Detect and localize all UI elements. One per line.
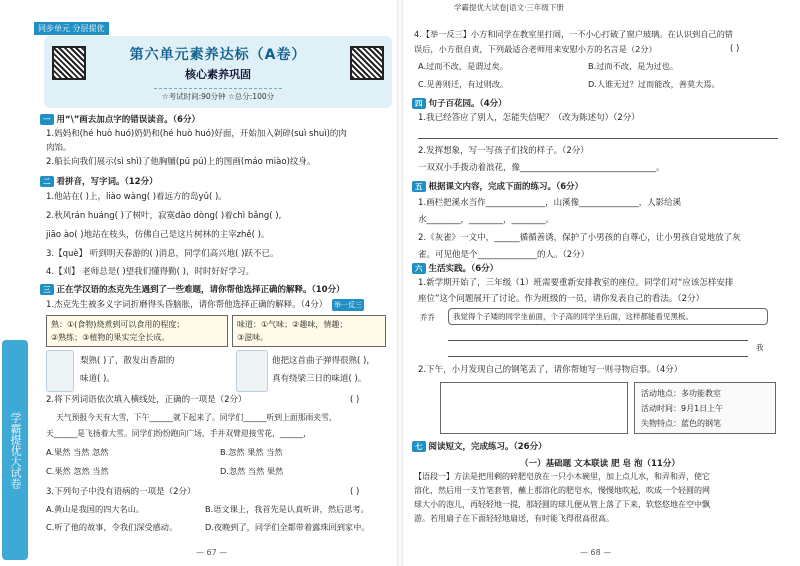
question-line: 天______是飞扬着大雪。同学们纷纷跑向广场，手并双臂迎接雪花，______， [46, 429, 312, 438]
section-heading [412, 180, 583, 192]
info-line: 活动时间：9月1日上午 [641, 404, 724, 413]
section-number: 三 [40, 284, 54, 295]
option-c[interactable]: C.见善则迁，有过则改。 [418, 79, 509, 89]
question-line: 1.我已经答应了别人，怎能失信呢？（改为陈述句）（2分） [418, 113, 640, 123]
section-title: 看拼音，写字词。（12分） [56, 177, 158, 187]
section-number: 四 [412, 98, 426, 109]
reading-paragraph-line: 溶化，然后用一支竹笔套管，蘸上那溶化的肥皂水，慢慢地吹起，吹成一个轻圆的网 [414, 486, 710, 495]
reading-paragraph-line: 【语段一】方法是把用剩的碎肥皂放在一只小木碗里，加上点儿水，和弄和弄，使它 [414, 472, 710, 481]
speaker-label: 我 [756, 343, 764, 352]
speech-bubble [448, 308, 768, 325]
section-number: 一 [40, 114, 54, 125]
option-b[interactable]: B.语文课上，我首先是认真听讲，然后思考。 [205, 504, 369, 514]
question-line[interactable]: 水________，________，________。 [418, 215, 555, 225]
option-b[interactable]: B.过而不改，是为过也。 [588, 61, 679, 71]
answer-line[interactable] [448, 340, 748, 341]
reading-paragraph-line: 球大小的泡儿，再轻轻地一提，那轻圆的球儿便从管上落了下来，软悠悠地在空中飘 [414, 500, 710, 509]
section-heading [412, 262, 498, 274]
question-line[interactable]: 雀。可见他是个______________的人。（2分） [418, 250, 590, 260]
question-line: 2.秋风rán huáng( )了树叶，寂寞dào dòng( )着chì bǎng( ), [46, 211, 282, 221]
question-line: 2.船长向我们展示(sì shì)了他胸脯(pū pú)上的图画(máo miào)纹身。 [46, 157, 316, 167]
option-a[interactable]: A.过而不改，是谓过矣。 [418, 61, 508, 71]
definition-line: ②熟练；③植物的果实完全长成。 [51, 333, 170, 342]
definition-box [46, 315, 228, 347]
section-title: 正在学汉语的杰克先生遇到了一些难题，请你帮他选择正确的解释。（10分） [56, 285, 345, 295]
question-line[interactable]: 一双双小手拨动着浪花，像________________________________。 [418, 163, 665, 173]
option-c[interactable]: C.果然 忽然 当然 [46, 466, 109, 476]
exam-info: ☆考试时间:90分钟 ☆总分:100分 [154, 88, 282, 102]
info-line: 活动地点：多功能教室 [641, 389, 721, 398]
section-heading [40, 113, 200, 125]
title-box [44, 36, 392, 108]
question-line: 1.新学期开始了，三年级（1）班需要重新安排教室的座位。同学们对“应该怎样安排 [418, 278, 734, 288]
running-header: 学霸提优大试卷|语文·三年级下册 [454, 3, 564, 12]
definition-line: ③滋味。 [237, 333, 269, 342]
option-c[interactable]: C.听了他的故事，令我们深受感动。 [46, 522, 178, 532]
option-a[interactable]: A.黄山是我国的四大名山。 [46, 504, 145, 514]
question-text: 1.杰克先生被多义字词折磨得头昏脑胀，请你帮他选择正确的解释。（4分） [46, 300, 328, 310]
page-number: — 68 — [580, 548, 612, 557]
answer-line[interactable] [448, 356, 748, 357]
question-line: 味道( )。 [80, 374, 115, 384]
definition-line: 味道：①气味；②趣味，情趣； [237, 320, 348, 329]
section-number: 六 [412, 263, 426, 274]
question-line: 2.将下列词语依次填入横线处，正确的一项是（2分） [46, 395, 247, 405]
option-d[interactable]: D.夜晚到了，同学们全都带着露珠回到家中。 [205, 522, 370, 532]
option-d[interactable]: D.忽然 当然 果然 [220, 466, 284, 476]
question-line: jiāo ào( )地站在枝头，仿佛自己是这片树林的主宰zhě( )。 [46, 230, 270, 240]
answer-bracket[interactable]: ( ) [350, 487, 360, 497]
info-line: 失物特点：蓝色的钢笔 [641, 419, 721, 428]
question-line: 真有绕梁三日的味道( )。 [272, 374, 367, 384]
answer-bracket[interactable]: ( ) [350, 395, 360, 405]
question-line: 4.【举一反三】小方和同学在教室里打闹，一不小心打破了窗户玻璃。在认识到自己的错 [414, 29, 733, 39]
side-strip-text: 学霸提优大试卷 [2, 340, 28, 560]
definition-line: 熟：①(食物)烧煮到可以食用的程度； [51, 320, 185, 329]
question-line: 3.下列句子中没有语病的一项是（2分） [46, 487, 196, 497]
section-heading [40, 283, 345, 295]
question-line: 2.发挥想象，写一写孩子们找的样子。（2分） [418, 146, 589, 156]
question-line: 3.【què】 听到明天春游的( )消息，同学们高兴地( )跃不已。 [46, 249, 279, 259]
option-d[interactable]: D.人谁无过？过而能改，善莫大焉。 [588, 79, 720, 89]
option-a[interactable]: A.果然 当然 忽然 [46, 447, 109, 457]
sub-title: 核心素养巩固 [185, 68, 251, 81]
tag-badge: 举一反三 [333, 301, 362, 309]
page-number: — 67 — [196, 548, 228, 557]
question-line: 肉馅。 [46, 143, 72, 153]
question-line[interactable]: 2.《灰雀》一文中，______循循善诱，保护了小男孩的自尊心，让小男孩自觉地放了灰 [418, 233, 741, 243]
section-title: 阅读短文，完成练习。（26分） [428, 442, 547, 452]
section-heading [412, 440, 547, 452]
reading-paragraph-line: 游。若用扇子在下面轻轻地扇送，有时能飞得很高很高。 [414, 514, 614, 523]
question-line: 梨熟( )了，散发出香甜的 [80, 356, 175, 366]
option-b[interactable]: B.忽然 果然 当然 [220, 447, 283, 457]
question-line [46, 299, 364, 311]
question-line[interactable]: 1.画栏把溪水当作______________，山溪像______________，人影给溪 [418, 198, 682, 208]
definition-box [232, 315, 386, 347]
section-heading [412, 97, 507, 109]
speech-text: 我觉得个子矮的同学坐前面，个子高的同学坐后面，这样都能看见黑板。 [453, 312, 693, 321]
question-line: 座位”这个问题展开了讨论。作为班级的一员，请你发表自己的看法。（2分） [418, 294, 705, 304]
piano-illustration [236, 350, 268, 392]
speaker-label: 乔乔 [420, 313, 435, 322]
pear-illustration [46, 350, 74, 392]
section-number: 二 [40, 176, 54, 187]
section-title: 用“\”画去加点字的错误读音。（6分） [56, 115, 200, 125]
side-strip [0, 0, 32, 566]
notice-info-box [634, 382, 776, 434]
question-line: 2.下午，小月发现自己的钢笔丢了，请你帮她写一则寻物启事。（4分） [418, 365, 683, 375]
section-title: 生活实践。（6分） [428, 264, 499, 274]
notice-writing-box[interactable] [440, 382, 628, 434]
section-number: 七 [412, 441, 426, 452]
header-tag: 同步单元 分层提优 [34, 22, 109, 35]
question-line: 4.【刈】 老师总是( )望我们懂得勤( )，时时好好学习。 [46, 267, 254, 277]
answer-line[interactable] [418, 138, 778, 139]
answer-bracket[interactable]: ( ) [730, 44, 740, 54]
question-line: 误后，小方很自责，下列最适合老师用来安慰小方的名言是（2分） [414, 44, 657, 54]
section-title: 根据课文内容，完成下面的练习。（6分） [428, 182, 584, 192]
question-line: 1.他站在( )上，liào wàng( )着远方的岛yǔ( )。 [46, 192, 227, 202]
section-title: 句子百花园。（4分） [428, 99, 507, 109]
question-line: 他把这首曲子弹得很熟( )， [272, 356, 375, 366]
main-title: 第六单元素养达标（A卷） [129, 47, 307, 63]
section-heading [40, 175, 158, 187]
reading-title: （一）基础题 文本联读 肥 皂 泡（11分） [520, 459, 680, 469]
section-number: 五 [412, 181, 426, 192]
question-line: 1.妈妈和(hé huò huó)奶奶和(hé huò huó)好面，开始加入剁碎(suì shuì)的肉 [46, 129, 347, 139]
question-line: 天气预报今天有大雪，下午______就下起来了。同学们______听到上面那雨夹雪， [56, 413, 337, 422]
